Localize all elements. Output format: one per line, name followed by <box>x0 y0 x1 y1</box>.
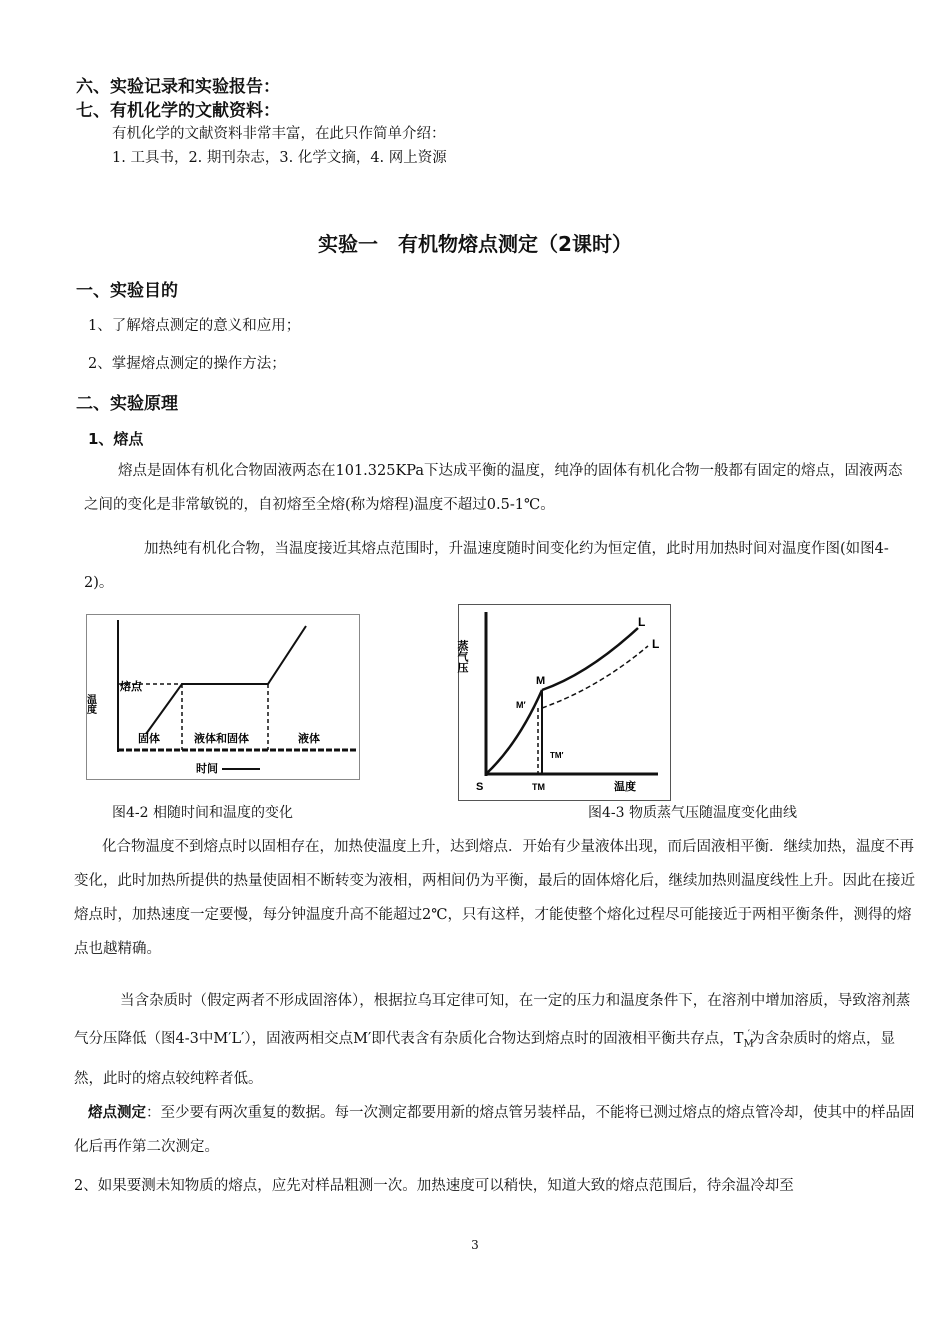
tm-prime: ′ <box>747 1029 750 1040</box>
fig42-mp-label: 熔点 <box>120 681 142 693</box>
paragraph-4-part1: 当含杂质时（假定两者不形成固溶体），根据拉乌耳定律可知，在一定的压力和温度条件下，在溶剂中增加溶质，导致溶剂蒸气分压降低（图4-3中M′L′），固液两相交点M′即代表含有杂质化合物达到熔点时的固液相平衡共存点，T <box>74 993 911 1047</box>
fig43-label-M2: M′ <box>516 700 526 710</box>
fig43-label-L: L <box>638 615 646 629</box>
paragraph-3: 化合物温度不到熔点时以固相存在，加热使温度上升，达到熔点．开始有少量液体出现，而后固液相平衡．继续加热，温度不再变化，此时加热所提供的热量使固相不断转变为液相，两相间仍为平衡，最后的固体熔化后，继续加热则温度线性上升。因此在接近熔点时，加热速度一定要慢，每分钟温度升高不能超过2℃，只有这样，才能使整个熔化过程尽可能接近于两相平衡条件，测得的熔点也越精确。 <box>74 839 915 957</box>
fig43-label-L2: L <box>652 637 660 651</box>
heading-purpose: 一、实验目的 <box>76 281 178 301</box>
tm-subscript: M <box>743 1038 754 1050</box>
figure-4-2 <box>86 614 360 780</box>
fig42-frame <box>84 615 360 780</box>
experiment-title: 实验一 有机物熔点测定（2课时） <box>318 232 632 256</box>
fig43-label-TM2: TM′ <box>550 751 564 760</box>
fig43-ylabel: 蒸气压 <box>456 640 468 673</box>
purpose-item-1: 1、了解熔点测定的意义和应用； <box>88 318 301 334</box>
fig42-ylabel: 温度 <box>84 694 96 714</box>
section-7-intro: 有机化学的文献资料非常丰富，在此只作简单介绍： <box>112 126 446 142</box>
fig42-mixed-label: 液体和固体 <box>194 733 249 745</box>
fig42-liquid-label: 液体 <box>298 733 320 745</box>
purpose-item-2: 2、掌握熔点测定的操作方法； <box>88 356 286 372</box>
note-label: 熔点测定 <box>88 1105 146 1121</box>
paragraph-2: 加热纯有机化合物，当温度接近其熔点范围时，升温速度随时间变化约为恒定值，此时用加热时间对温度作图(如图4-2)。 <box>84 541 889 591</box>
paragraph-4 <box>74 984 916 1096</box>
fig43-label-S: S <box>476 781 484 793</box>
fig43-label-M: M <box>536 675 546 687</box>
section-6-heading: 六、实验记录和实验报告： <box>76 77 280 97</box>
figure-4-3 <box>458 604 672 802</box>
fig43-xlabel: 温度 <box>614 781 636 793</box>
page-number: 3 <box>471 1238 479 1252</box>
figure-4-3-caption: 图4-3 物质蒸气压随温度变化曲线 <box>588 805 797 821</box>
paragraph-4-part2: 为含杂质时的熔点，显然，此时的熔点较纯粹者低。 <box>74 1030 895 1087</box>
note-paragraph <box>74 1096 916 1164</box>
item-2: 2、如果要测未知物质的熔点，应先对样品粗测一次。加热速度可以稍快，知道大致的熔点范围后，待余温冷却至 <box>74 1178 794 1194</box>
fig43-label-TM: TM <box>532 782 545 792</box>
fig42-xlabel: 时间 <box>196 763 218 775</box>
note-text: ：至少要有两次重复的数据。每一次测定都要用新的熔点管另装样品，不能将已测过熔点的熔点管冷却，使其中的样品固化后再作第二次测定。 <box>74 1105 915 1155</box>
section-7-heading: 七、有机化学的文献资料： <box>76 101 280 121</box>
heading-principle: 二、实验原理 <box>76 394 178 414</box>
subheading-melting-point: 1、熔点 <box>88 430 144 448</box>
fig42-solid-label: 固体 <box>138 733 160 745</box>
paragraph-1: 熔点是固体有机化合物固液两态在101.325KPa下达成平衡的温度，纯净的固体有机化合物一般都有固定的熔点，固液两态之间的变化是非常敏锐的，自初熔至全熔(称为熔程)温度不超过0.5-1℃。 <box>84 463 903 513</box>
figure-4-2-caption: 图4-2 相随时间和温度的变化 <box>112 805 293 821</box>
section-7-list: 1. 工具书，2. 期刊杂志，3. 化学文摘，4. 网上资源 <box>112 150 447 166</box>
